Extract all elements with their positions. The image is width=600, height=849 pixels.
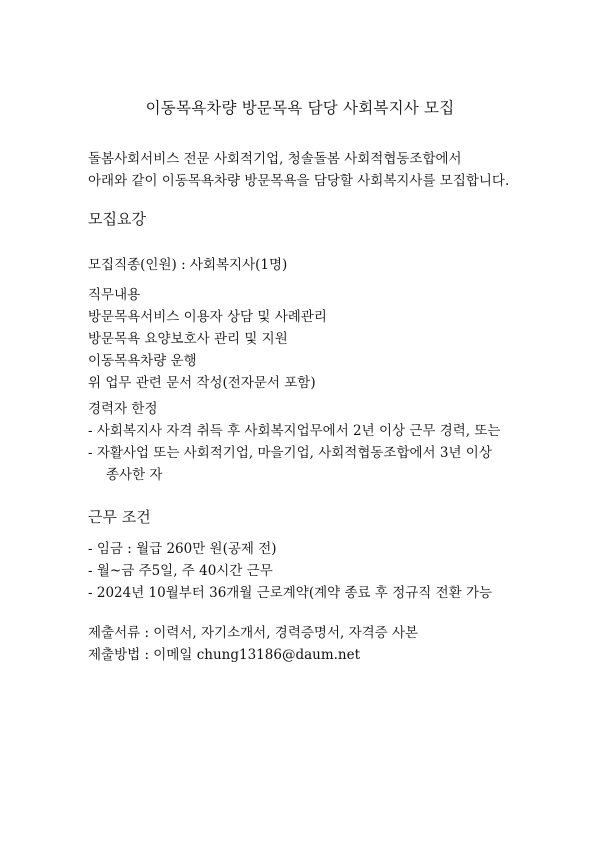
recruit-heading: 모집요강 (88, 210, 146, 228)
duty-item: 위 업무 관련 문서 작성(전자문서 포함) (88, 375, 316, 391)
duty-item: 방문목욕서비스 이용자 상담 및 사례관리 (88, 309, 327, 325)
qualification-item-2-continued: 종사한 자 (106, 467, 163, 483)
qualification-item-2: - 자활사업 또는 사회적기업, 마을기업, 사회적협동조합에서 3년 이상 (88, 445, 492, 461)
duties-label: 직무내용 (88, 287, 141, 303)
submission-block (88, 622, 528, 666)
duty-item: 방문목욕 요양보호사 관리 및 지원 (88, 331, 288, 347)
condition-item: - 2024년 10월부터 36개월 근로계약(계약 종료 후 정규직 전환 가능 (88, 585, 493, 601)
qualification-item-1: - 사회복지사 자격 취득 후 사회복지업무에서 2년 이상 근무 경력, 또는 (88, 423, 501, 439)
duties-block (88, 284, 528, 394)
page-title: 이동목욕차량 방문목욕 담당 사회복지사 모집 (145, 99, 455, 117)
intro-line-2: 아래와 같이 이동목욕차량 방문목욕을 담당할 사회복지사를 모집합니다. (88, 173, 510, 189)
recruit-position (88, 254, 528, 276)
conditions-block (88, 538, 528, 604)
qualification-block (88, 398, 528, 486)
conditions-heading: 근무 조건 (88, 508, 151, 526)
submission-documents: 제출서류 : 이력서, 자기소개서, 경력증명서, 자격증 사본 (88, 625, 419, 641)
intro-line-1: 돌봄사회서비스 전문 사회적기업, 청솔돌봄 사회적협동조합에서 (88, 151, 462, 167)
intro-paragraph (88, 148, 528, 192)
submission-method: 제출방법 : 이메일 chung13186@daum.net (88, 647, 361, 663)
duty-item: 이동목욕차량 운행 (88, 353, 197, 369)
position-text: 모집직종(인원) : 사회복지사(1명) (88, 257, 288, 273)
qualification-label: 경력자 한정 (88, 401, 158, 417)
condition-item: - 월~금 주5일, 주 40시간 근무 (88, 563, 273, 579)
condition-item: - 임금 : 월급 260만 원(공제 전) (88, 541, 277, 557)
